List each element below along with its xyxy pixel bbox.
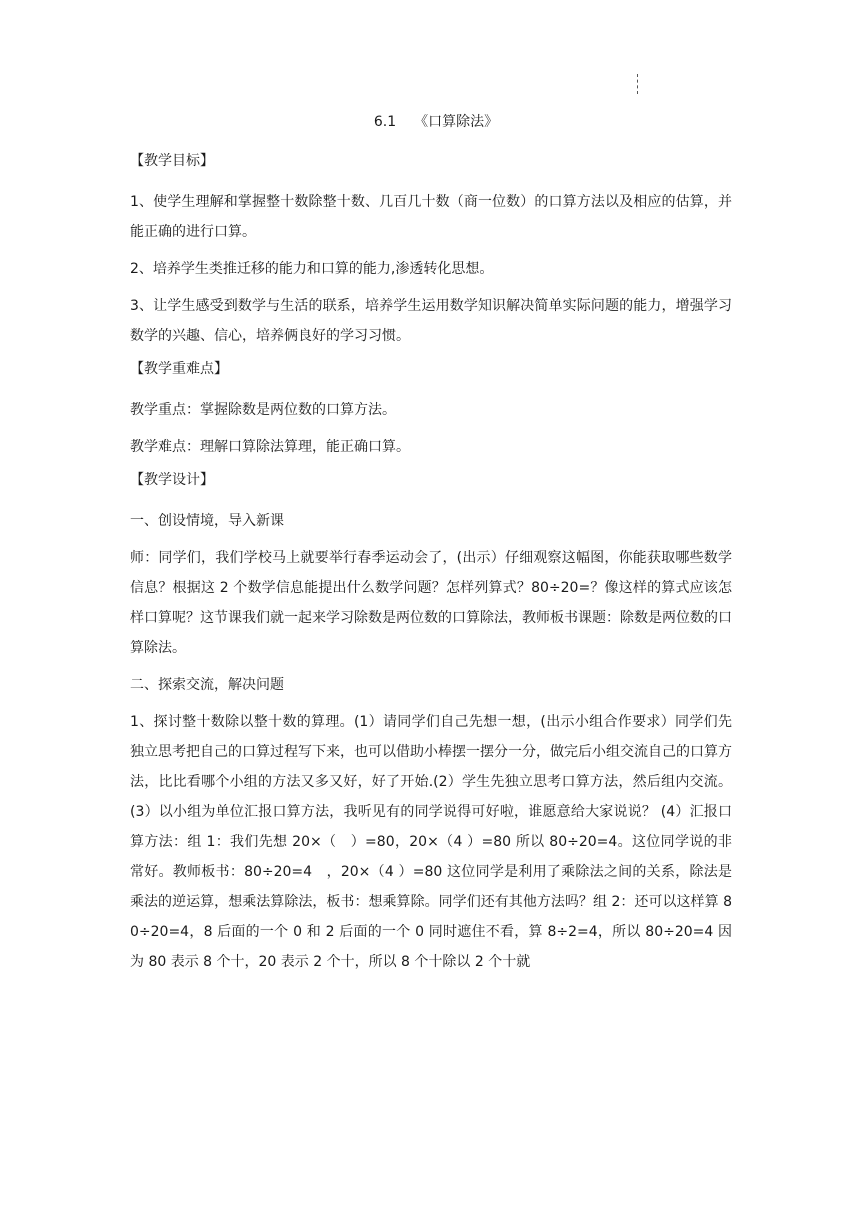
heading-teaching-goals: 【教学目标】 — [130, 153, 214, 169]
goal-1: 1、使学生理解和掌握整十数除整十数、几百几十数（商一位数）的口算方法以及相应的估算，并能正确的进行口算。 — [130, 194, 732, 240]
goal-3: 3、让学生感受到数学与生活的联系，培养学生运用数学知识解决简单实际问题的能力，增强学习数学的兴趣、信心，培养俩良好的学习习惯。 — [130, 298, 732, 344]
title-number: 6.1 — [373, 114, 397, 130]
heading-teaching-design: 【教学设计】 — [130, 472, 214, 488]
title-text: 《口算除法》 — [414, 114, 499, 130]
difficult-point: 教学难点：理解口算除法算理，能正确口算。 — [130, 439, 410, 455]
heading-key-difficult: 【教学重难点】 — [130, 361, 228, 377]
key-point: 教学重点：掌握除数是两位数的口算方法。 — [130, 402, 396, 418]
text-cursor-mark — [637, 74, 639, 94]
paragraph-2: 1、探讨整十数除以整十数的算理。(1）请同学们自己先想一想，(出示小组合作要求）同学们先独立思考把自己的口算过程写下来，也可以借助小棒摆一摆分一分，做完后小组交流自己的口算方法，比比看哪个小组的方法又多又好，好了开始.(2）学生先独立思考口算方法，然后组内交流。(3）以小组为单位汇报口算方法，我听见有的同学说得可好啦，谁愿意给大家说说？ (4）汇报口算方法：组 1：我们先想 20×（ ）=80，20×（4 ）=80 所以 80÷20=4。这位同学说的非常好。教师板书：80÷20=4 ，20×（4 ）=80 这位同学是利用了乘除法之间的关系，除法是乘法的逆运算，想乘法算除法，板书：想乘算除。同学们还有其他方法吗？组 2：还可以这样算 80÷20=4，8 后面的一个 0 和 2 后面的一个 0 同时遮住不看，算 8÷2=4，所以 80÷20=4 因为 80 表示 8 个十，20 表示 2 个十，所以 8 个十除以 2 个十就 — [130, 714, 732, 970]
section-2-heading: 二、探索交流，解决问题 — [130, 677, 284, 693]
paragraph-1: 师：同学们，我们学校马上就要举行春季运动会了，(出示）仔细观察这幅图，你能获取哪些数学信息？根据这 2 个数学信息能提出什么数学问题？怎样列算式？80÷20=？像这样的算式应该怎样口算呢？这节课我们就一起来学习除数是两位数的口算除法，教师板书课题：除数是两位数的口算除法。 — [130, 550, 732, 656]
document-body — [130, 112, 732, 984]
document-title — [130, 112, 732, 132]
section-1-heading: 一、创设情境，导入新课 — [130, 513, 284, 529]
goal-2: 2、培养学生类推迁移的能力和口算的能力,渗透转化思想。 — [130, 261, 494, 277]
